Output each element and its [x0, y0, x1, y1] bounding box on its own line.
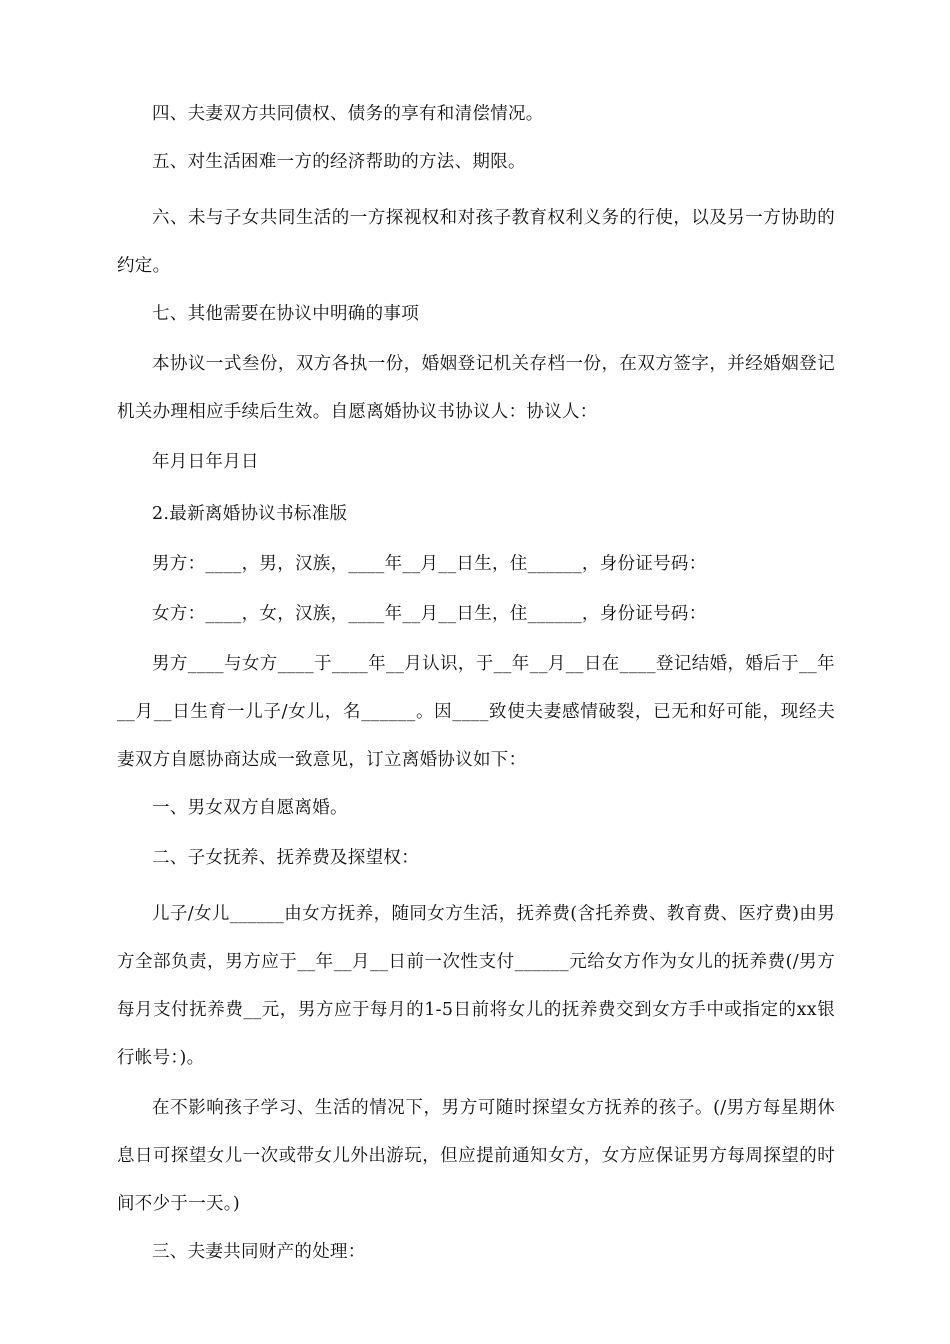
paragraph-child-support: 儿子/女儿______由女方抚养，随同女方生活，抚养费(含托养费、教育费、医疗费)由男方全部负责，男方应于__年__月__日前一次性支付______元给女方作为女儿的抚养费(/男方每月支付抚养费__元，男方应于每月的1-5日前将女儿的抚养费交到女方手中或指定的xx银行帐号：)。	[117, 904, 835, 1068]
paragraph-date-line: 年月日年月日	[152, 452, 259, 472]
paragraph-other-matters: 七、其他需要在协议中明确的事项	[152, 304, 419, 324]
paragraph-copies-effectiveness: 本协议一式叁份，双方各执一份，婚姻登记机关存档一份，在双方签字，并经婚姻登记机关办理相应手续后生效。自愿离婚协议书协议人：协议人：	[117, 354, 835, 422]
paragraph-visitation-schedule: 在不影响孩子学习、生活的情况下，男方可随时探望女方抚养的孩子。(/男方每星期休息日可探望女儿一次或带女儿外出游玩，但应提前通知女方，女方应保证男方每周探望的时间不少于一天。)	[117, 1098, 835, 1214]
paragraph-joint-debts: 四、夫妻双方共同债权、债务的享有和清偿情况。	[152, 104, 544, 124]
paragraph-marriage-background: 男方____与女方____于____年__月认识，于__年__月__日在____登记结婚，婚后于__年__月__日生育一儿子/女儿，名______。因____致使夫妻感情破裂，已无和好可能，现经夫妻双方自愿协商达成一致意见，订立离婚协议如下：	[117, 654, 835, 770]
paragraph-female-party: 女方：____，女，汉族，____年__月__日生，住______，身份证号码：	[152, 604, 707, 624]
paragraph-economic-help: 五、对生活困难一方的经济帮助的方法、期限。	[152, 152, 526, 172]
paragraph-child-custody-heading: 二、子女抚养、抚养费及探望权：	[152, 848, 419, 868]
paragraph-voluntary-divorce: 一、男女双方自愿离婚。	[152, 798, 348, 818]
paragraph-male-party: 男方：____，男，汉族，____年__月__日生，住______，身份证号码：	[152, 554, 707, 574]
section-heading-standard-version: 2.最新离婚协议书标准版	[152, 504, 348, 524]
paragraph-joint-property-heading: 三、夫妻共同财产的处理：	[152, 1242, 366, 1262]
paragraph-visitation-rights: 六、未与子女共同生活的一方探视权和对孩子教育权利义务的行使，以及另一方协助的约定。	[117, 208, 835, 276]
